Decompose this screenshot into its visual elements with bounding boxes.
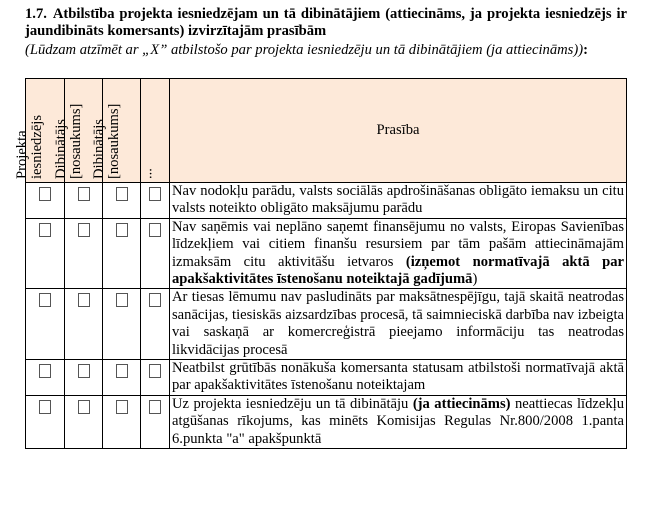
checkbox-more[interactable] xyxy=(149,364,161,378)
col-header-founder-2-line1: Dibinātājs xyxy=(91,119,107,179)
section-title: Atbilstība projekta iesniedzējam un tā dibinātājiem (attiecināms, ja projekta iesniedzējs ir jaundibināts komersants) izvirzītajām prasībām xyxy=(25,6,627,39)
checkbox-more[interactable] xyxy=(149,293,161,307)
col-header-founder-2-line2: [nosaukums] xyxy=(106,103,122,179)
checkbox-founder-2[interactable] xyxy=(116,293,128,307)
checkbox-founder-2[interactable] xyxy=(116,400,128,414)
col-header-requirement: Prasība xyxy=(170,79,627,183)
section-instruction xyxy=(25,42,627,59)
table-row xyxy=(26,395,627,448)
table-row xyxy=(26,360,627,396)
requirement-text: Neatbilst grūtībās nonākuša komersanta statusam atbilstoši normatīvajā aktā par apakšaktivitātes īstenošanu noteiktajam xyxy=(170,360,627,396)
col-header-more xyxy=(141,79,170,183)
table-row xyxy=(26,289,627,360)
checkbox-more[interactable] xyxy=(149,400,161,414)
checkbox-founder-2[interactable] xyxy=(116,364,128,378)
col-header-applicant-label: Projekta iesniedzējs xyxy=(14,114,45,179)
checkbox-more[interactable] xyxy=(149,187,161,201)
table-row xyxy=(26,218,627,289)
checkbox-founder-2[interactable] xyxy=(116,187,128,201)
requirement-text: Nav nodokļu parādu, valsts sociālās apdrošināšanas obligāto iemaksu un citu valsts noteikto obligāto maksājumu parādu xyxy=(170,183,627,219)
checkbox-founder-1[interactable] xyxy=(78,364,90,378)
col-header-founder-2 xyxy=(91,79,141,183)
requirement-text: Uz projekta iesniedzēju un tā dibinātāju (ja attiecināms) neattiecas līdzekļu atgūšanas rīkojums, kas minēts Komisijas Regulas Nr.800/2008 1.panta 6.punkta "a" apakšpunktā xyxy=(170,395,627,448)
section-number: 1.7. xyxy=(25,6,47,22)
requirement-text: Nav saņēmis vai neplāno saņemt finansējumu no valsts, Eiropas Savienības līdzekļiem vai citiem finanšu resursiem par tām pašām attiecināmajām izmaksām citu aktivitāšu ietvaros (izņemot normatīvajā aktā par apakšaktivitātes īstenošanu noteiktajā gadījumā) xyxy=(170,218,627,289)
checkbox-applicant[interactable] xyxy=(39,223,51,237)
header-row xyxy=(26,79,627,183)
requirements-table xyxy=(14,78,627,449)
checkbox-founder-1[interactable] xyxy=(78,293,90,307)
checkbox-founder-2[interactable] xyxy=(116,223,128,237)
checkbox-applicant[interactable] xyxy=(39,364,51,378)
table-row xyxy=(26,183,627,219)
checkbox-more[interactable] xyxy=(149,223,161,237)
col-header-founder-1-line1: Dibinātājs xyxy=(53,119,69,179)
requirement-text: Ar tiesas lēmumu nav pasludināts par maksātnespējīgu, tajā skaitā neatrodas sanācijas, tiesiskās aizsardzības procesā, tā saimnieciskā darbība nav izbeigta vai saskaņā ar komercreģistrā pieejamo informāciju tas neatrodas likvidācijas procesā xyxy=(170,289,627,360)
instruction-colon: : xyxy=(583,42,588,58)
checkbox-founder-1[interactable] xyxy=(78,400,90,414)
checkbox-applicant[interactable] xyxy=(39,187,51,201)
section-heading xyxy=(25,6,627,40)
instruction-text: (Lūdzam atzīmēt ar „X” atbilstošo par projekta iesniedzēju un tā dibinātājiem (ja attiecināms)) xyxy=(25,42,584,58)
checkbox-applicant[interactable] xyxy=(39,400,51,414)
checkbox-founder-1[interactable] xyxy=(78,223,90,237)
col-header-founder-1-line2: [nosaukums] xyxy=(68,103,84,179)
checkbox-applicant[interactable] xyxy=(39,293,51,307)
col-header-more-label: ... xyxy=(139,168,156,179)
checkbox-founder-1[interactable] xyxy=(78,187,90,201)
